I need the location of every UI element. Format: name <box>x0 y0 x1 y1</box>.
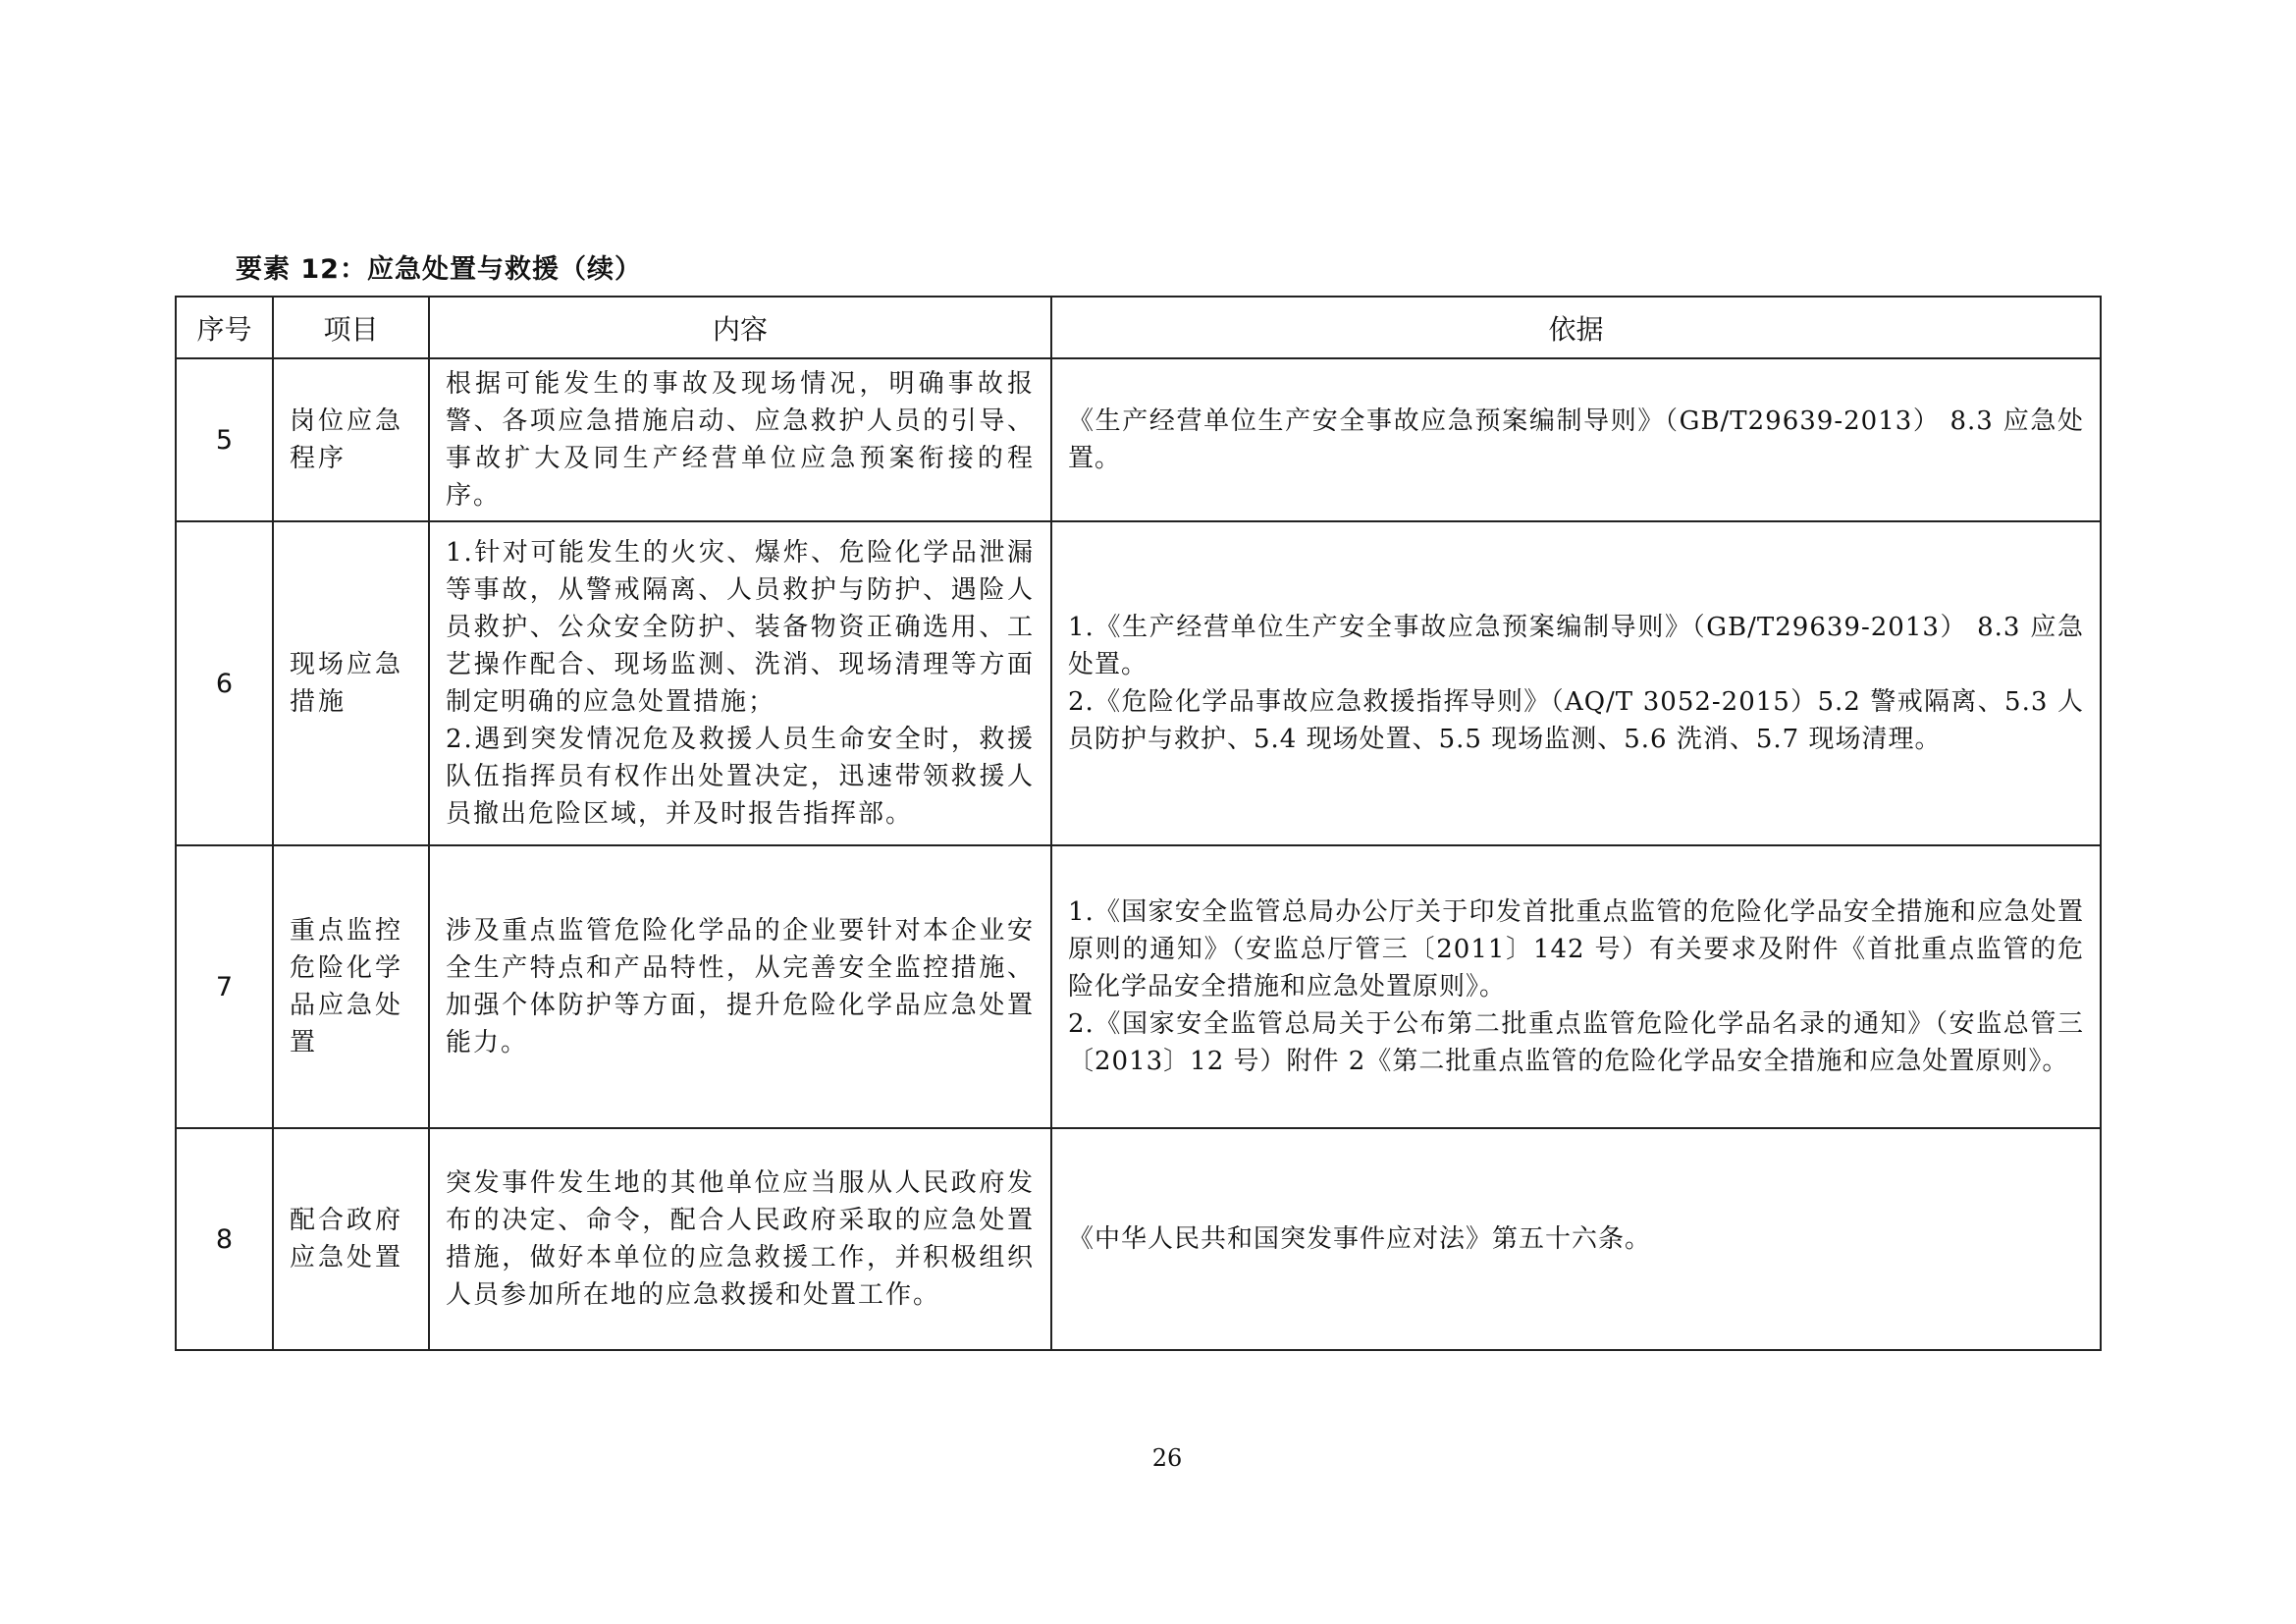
row-basis <box>1051 1128 2101 1350</box>
table-caption: 要素 12：应急处置与救援（续） <box>236 254 642 285</box>
basis-paragraph: 2.《危险化学品事故应急救援指挥导则》（AQ/T 3052-2015）5.2 警戒隔离、5.3 人员防护与救护、5.4 现场处置、5.5 现场监测、5.6 洗消、5.7 现场清理。 <box>1068 687 2084 754</box>
row-number: 5 <box>176 358 273 521</box>
basis-paragraph: 2.《国家安全监管总局关于公布第二批重点监管危险化学品名录的通知》（安监总管三〔2013〕12 号）附件 2《第二批重点监管的危险化学品安全措施和应急处置原则》。 <box>1068 1009 2084 1076</box>
content-paragraph: 涉及重点监管危险化学品的企业要针对本企业安全生产特点和产品特性，从完善安全监控措施、加强个体防护等方面，提升危险化学品应急处置能力。 <box>446 916 1035 1057</box>
row-content <box>429 521 1051 845</box>
row-item: 岗位应急程序 <box>273 358 429 521</box>
content-paragraph: 根据可能发生的事故及现场情况，明确事故报警、各项应急措施启动、应急救护人员的引导、事故扩大及同生产经营单位应急预案衔接的程序。 <box>446 369 1035 511</box>
row-number: 6 <box>176 521 273 845</box>
table-row <box>176 845 2101 1128</box>
content-paragraph: 2.遇到突发情况危及救援人员生命安全时，救援队伍指挥员有权作出处置决定，迅速带领救援人员撤出危险区域，并及时报告指挥部。 <box>446 725 1035 829</box>
row-number: 7 <box>176 845 273 1128</box>
page-number: 26 <box>1151 1444 1183 1472</box>
table-row <box>176 521 2101 845</box>
row-content <box>429 1128 1051 1350</box>
row-item: 现场应急措施 <box>273 521 429 845</box>
row-basis <box>1051 521 2101 845</box>
header-content: 内容 <box>429 297 1051 358</box>
basis-paragraph: 1.《生产经营单位生产安全事故应急预案编制导则》（GB/T29639-2013） 8.3 应急处置。 <box>1068 613 2084 679</box>
content-paragraph: 突发事件发生地的其他单位应当服从人民政府发布的决定、命令，配合人民政府采取的应急处置措施，做好本单位的应急救援工作，并积极组织人员参加所在地的应急救援和处置工作。 <box>446 1168 1035 1310</box>
row-basis <box>1051 358 2101 521</box>
basis-paragraph: 1.《国家安全监管总局办公厅关于印发首批重点监管的危险化学品安全措施和应急处置原则的通知》（安监总厅管三〔2011〕142 号）有关要求及附件《首批重点监管的危险化学品安全措施和应急处置原则》。 <box>1068 897 2084 1001</box>
table-header-row <box>176 297 2101 358</box>
header-no: 序号 <box>176 297 273 358</box>
basis-paragraph: 《中华人民共和国突发事件应对法》第五十六条。 <box>1068 1224 1652 1254</box>
row-basis <box>1051 845 2101 1128</box>
content-paragraph: 1.针对可能发生的火灾、爆炸、危险化学品泄漏等事故，从警戒隔离、人员救护与防护、遇险人员救护、公众安全防护、装备物资正确选用、工艺操作配合、现场监测、洗消、现场清理等方面制定明确的应急处置措施； <box>446 538 1035 717</box>
table-row <box>176 1128 2101 1350</box>
row-content <box>429 845 1051 1128</box>
row-content <box>429 358 1051 521</box>
row-number: 8 <box>176 1128 273 1350</box>
basis-paragraph: 《生产经营单位生产安全事故应急预案编制导则》（GB/T29639-2013） 8.3 应急处置。 <box>1068 406 2084 473</box>
row-item: 配合政府应急处置 <box>273 1128 429 1350</box>
table-row <box>176 358 2101 521</box>
header-basis: 依据 <box>1051 297 2101 358</box>
header-item: 项目 <box>273 297 429 358</box>
row-item: 重点监控危险化学品应急处置 <box>273 845 429 1128</box>
requirements-table <box>175 296 2102 1351</box>
